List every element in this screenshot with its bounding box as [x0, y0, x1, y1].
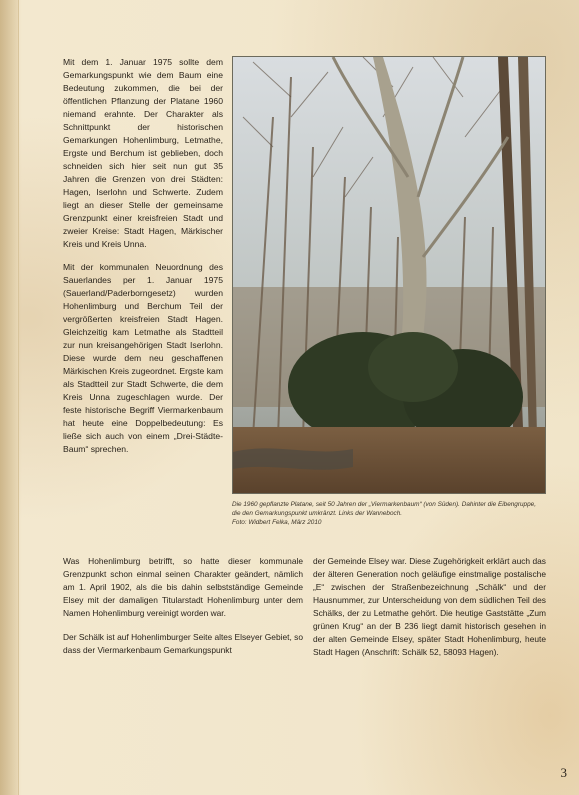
left-text-column	[63, 56, 223, 466]
forest-photo-illustration	[233, 57, 545, 493]
caption-credit: Foto: Widbert Felka, März 2010	[232, 519, 322, 526]
bottom-right-column	[313, 555, 546, 670]
bottom-left-paragraph-1: Was Hohenlimburg betrifft, so hatte dieser kommunale Grenzpunkt schon einmal seinen Charakter geändert, nämlich am 1. April 1902, als die bis dahin selbstständige Gemeinde Elsey mit der damaligen Titularstadt Hohenlimburg unter dem Namen Hohenlimburg vereinigt worden war.	[63, 556, 303, 618]
caption-text: Die 1960 gepflanzte Platane, seit 50 Jahren der „Viermarkenbaum“ (von Süden). Dahinter die Eibengruppe, die den Gemarkungspunkt umkränzt. Links der Wanneboch.	[232, 501, 536, 517]
bottom-left-paragraph-2: Der Schälk ist auf Hohenlimburger Seite altes Elseyer Gebiet, so dass der Viermarkenbaum Gemarkungspunkt	[63, 632, 303, 655]
forest-photo	[232, 56, 546, 494]
bottom-left-column	[63, 555, 303, 668]
bottom-right-paragraph-1: der Gemeinde Elsey war. Diese Zugehörigkeit erklärt auch das der älteren Generation noch geläufige einstmalige postalische „E“ zwischen der Straßenbezeichnung „Schälk“ und der Hausnummer, zur Unterscheidung von dem südlichen Teil des Schälks, der zu Letmathe gehört. Die heutige Gaststätte „Zum grünen Krug“ an der B 236 liegt damit historisch gesehen in der alten Gemeinde Elsey, später Stadt Hohenlimburg, heute Stadt Hagen (Anschrift: Schälk 52, 58093 Hagen).	[313, 556, 546, 657]
page-number: 3	[560, 765, 567, 780]
left-paragraph-2: Mit der kommunalen Neuordnung des Sauerlandes per 1. Januar 1975 (Sauerland/Paderborngesetz) wurden Hohenlimburg und Berchum Teil der vergrößerten kreisfreien Stadt Hagen. Gleichzeitig kam Letmathe als Stadtteil zur nun kreisangehörigen Stadt Iserlohn. Diese wurde dem neu geschaffenen Märkischen Kreis zugeordnet. Ergste kam als Stadtteil zur Stadt Schwerte, die dem Kreis Unna zugeschlagen wurde. Der feste historische Begriff Viermarkenbaum hat heute eine Doppelbedeutung: Es ließe sich auch von einem „Drei-Städte-Baum“ sprechen.	[63, 262, 223, 454]
photo-caption	[232, 500, 546, 527]
left-paragraph-1: Mit dem 1. Januar 1975 sollte dem Gemarkungspunkt wie dem Baum eine Bedeutung zukommen, die bei der öffentlichen Pflanzung der Platane 1960 niemand erahnte. Der Charakter als Schnittpunkt der historischen Gemarkungen Hohenlimburg, Letmathe, Ergste und Berchum ist geblieben, doch schneiden sich hier seit nun gut 35 Jahren die Grenzen von drei Städten: Hagen, Iserlohn und Schwerte. Zudem liegt an dieser Stelle der gemeinsame Grenzpunkt einer kreisfreien Stadt und zweier Kreise: Stadt Hagen, Märkischer Kreis und Kreis Unna.	[63, 57, 223, 249]
page-spine	[0, 0, 19, 795]
